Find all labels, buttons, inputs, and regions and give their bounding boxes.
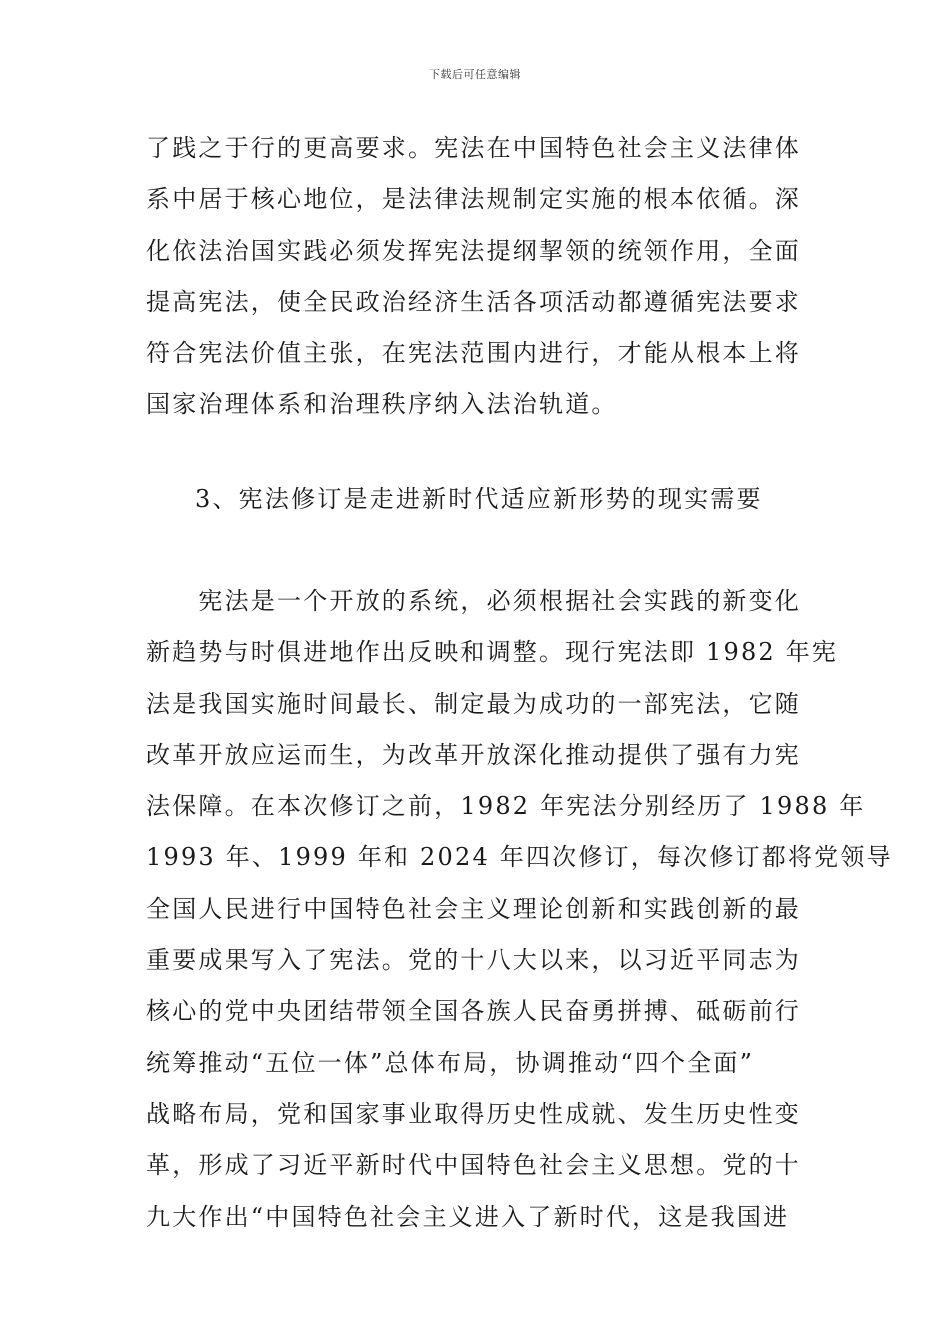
- text-line: 符合宪法价值主张，在宪法范围内进行，才能从根本上将: [146, 339, 801, 368]
- paragraph-2: [146, 576, 893, 1243]
- text-line: 法保障。在本次修订之前，1982 年宪法分别经历了 1988 年: [146, 792, 866, 821]
- text-line: 化依法治国实践必须发挥宪法提纲挈领的统领作用，全面: [146, 236, 801, 265]
- text-line: 全国人民进行中国特色社会主义理论创新和实践创新的最: [146, 894, 801, 923]
- text-line: 宪法是一个开放的系统，必须根据社会实践的新变化: [146, 587, 801, 615]
- text-line: 国家治理体系和治理秩序纳入法治轨道。: [146, 390, 618, 419]
- text-line: 新趋势与时俱进地作出反映和调整。现行宪法即 1982 年宪: [146, 638, 839, 667]
- text-line: 统筹推动“五位一体”总体布局，协调推动“四个全面”: [146, 1048, 755, 1077]
- page-header: 下载后可任意编辑: [429, 68, 521, 81]
- paragraph-1: [146, 123, 810, 431]
- text-line: 九大作出“中国特色社会主义进入了新时代，这是我国进: [146, 1202, 790, 1231]
- text-line: 重要成果写入了宪法。党的十八大以来，以习近平同志为: [146, 946, 801, 975]
- text-line: 核心的党中央团结带领全国各族人民奋勇拼搏、砥砺前行: [146, 997, 801, 1026]
- section-heading: 3、宪法修订是走进新时代适应新形势的现实需要: [195, 485, 763, 513]
- text-line: 改革开放应运而生，为改革开放深化推动提供了强有力宪: [146, 740, 801, 769]
- text-line: 1993 年、1999 年和 2024 年四次修订，每次修订都将党领导: [146, 843, 893, 872]
- text-line: 系中居于核心地位，是法律法规制定实施的根本依循。深: [146, 185, 801, 214]
- text-line: 战略布局，党和国家事业取得历史性成就、发生历史性变: [146, 1099, 801, 1128]
- text-line: 了践之于行的更高要求。宪法在中国特色社会主义法律体: [146, 134, 801, 162]
- text-line: 法是我国实施时间最长、制定最为成功的一部宪法，它随: [146, 689, 801, 718]
- text-line: 革，形成了习近平新时代中国特色社会主义思想。党的十: [146, 1151, 801, 1180]
- text-line: 提高宪法，使全民政治经济生活各项活动都遵循宪法要求: [146, 287, 801, 316]
